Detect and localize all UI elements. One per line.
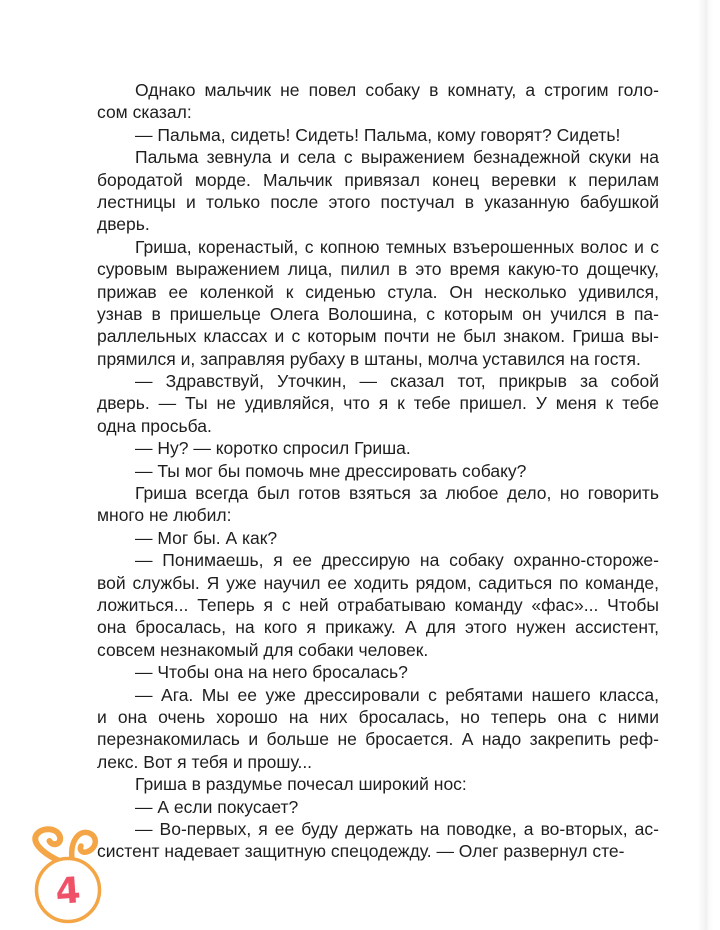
- paragraph: [97, 549, 659, 661]
- text-line: Гриша всегда был готов взяться за любое дело, но говорить: [135, 483, 659, 504]
- text-block: [97, 79, 659, 863]
- text-line: раллельных классах и с которым почти не был знаком. Гриша вы-: [97, 326, 659, 347]
- text-line: — Чтобы она на него бросалась?: [135, 662, 408, 683]
- text-line: — Здравствуй, Уточкин, — сказал тот, прикрыв за собой: [135, 371, 659, 392]
- text-line: совсем незнакомый для собаки человек.: [97, 639, 429, 660]
- paragraph: [97, 527, 659, 549]
- paragraph: [97, 796, 659, 818]
- text-line: много не любил:: [97, 505, 232, 526]
- text-line: — Во-первых, я ее буду держать на поводке, а во-вторых, ас-: [135, 818, 659, 839]
- text-line: — Ага. Мы ее уже дрессировали с ребятами нашего класса,: [135, 684, 659, 705]
- text-line: суровым выражением лица, пилил в это время какую-то дощечку,: [97, 259, 659, 280]
- paragraph: [97, 482, 659, 527]
- text-line: и она очень хорошо на них бросалась, но теперь она с ними: [97, 706, 659, 727]
- text-line: она бросалась, на кого я прикажу. А для этого нужен ассистент,: [97, 617, 659, 638]
- text-line: Гриша в раздумье почесал широкий нос:: [135, 774, 467, 795]
- paragraph: [97, 370, 659, 437]
- text-line: сом сказал:: [97, 102, 192, 123]
- page-number-ornament: [27, 826, 121, 926]
- text-line: прижав ее коленкой к сиденью стула. Он несколько удивился,: [97, 281, 659, 302]
- page-number: 4: [54, 870, 83, 913]
- text-line: лестницы и только после этого постучал в указанную бабушкой: [97, 191, 659, 212]
- paragraph: [97, 79, 659, 124]
- page-edge-shadow: [698, 0, 714, 930]
- ornament-right-swirl-icon: [72, 832, 96, 859]
- paragraph: [97, 460, 659, 482]
- text-line: узнав в пришельце Олега Волошина, с которым он учился в па-: [97, 303, 659, 324]
- text-line: — Понимаешь, я ее дрессирую на собаку охранно-стороже-: [135, 550, 659, 571]
- text-line: Пальма зевнула и села с выражением безнадежной скуки на: [135, 147, 659, 168]
- text-line: вой службы. Я уже научил ее ходить рядом, садиться по команде,: [97, 572, 659, 593]
- paragraph: [97, 124, 659, 146]
- text-line: — Ты мог бы помочь мне дрессировать собаку?: [135, 460, 527, 481]
- paragraph: [97, 236, 659, 370]
- text-line: бородатой морде. Мальчик привязал конец веревки к перилам: [97, 169, 659, 190]
- text-line: дверь. — Ты не удивляйся, что я к тебе пришел. У меня к тебе: [97, 393, 659, 414]
- text-line: — Пальма, сидеть! Сидеть! Пальма, кому говорят? Сидеть!: [135, 124, 621, 145]
- text-line: одна просьба.: [97, 415, 212, 436]
- text-line: — А если покусает?: [135, 796, 299, 817]
- text-line: Однако мальчик не повел собаку в комнату, а строгим голо-: [135, 80, 659, 100]
- paragraph: [97, 146, 659, 236]
- paragraph: [97, 661, 659, 683]
- paragraph: [97, 437, 659, 459]
- text-line: дверь.: [97, 214, 150, 235]
- text-line: ложиться... Теперь я с ней отрабатываю команду «фас»... Чтобы: [97, 594, 659, 615]
- text-line: — Мог бы. А как?: [135, 527, 278, 548]
- text-line: систент надевает защитную спецодежду. — Олег развернул сте-: [97, 841, 625, 862]
- text-line: прямился и, заправляя рубаху в штаны, молча уставился на гостя.: [97, 348, 641, 369]
- text-line: лекс. Вот я тебя и прошу...: [97, 751, 313, 772]
- text-line: Гриша, коренастый, с копною темных взъерошенных волос и с: [135, 236, 659, 257]
- paragraph: [97, 684, 659, 774]
- text-line: перезнакомилась и больше не бросается. А надо закрепить реф-: [97, 729, 659, 750]
- text-line: — Ну? — коротко спросил Гриша.: [135, 438, 411, 459]
- paragraph: [97, 818, 659, 863]
- paragraph: [97, 773, 659, 795]
